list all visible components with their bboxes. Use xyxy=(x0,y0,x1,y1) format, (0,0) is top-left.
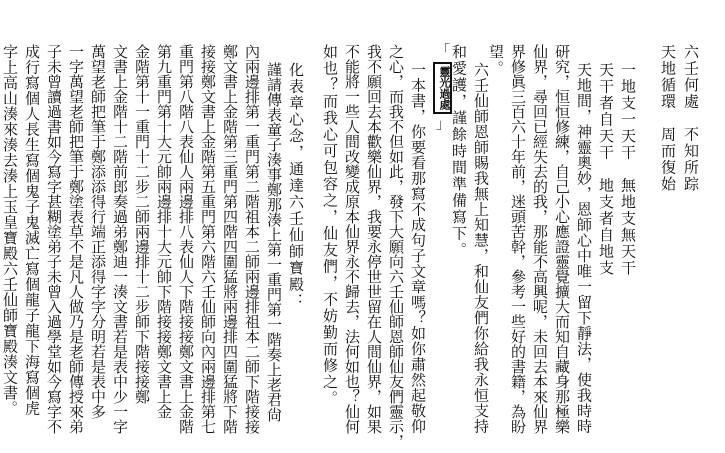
para4-line-6: 重門第八階八表仙人兩邊排八表仙人下階接接鄭文書上金階 xyxy=(177,44,195,434)
para4-line-9: 文書上金階十二階前郎奏過弟鄭迪一湊文書若是表中少一字 xyxy=(111,44,129,434)
para4-line-11: 一字萬望老師把筆于鄭塗表草不是凡人做乃是老師傳授來弟 xyxy=(67,44,85,434)
para4-line-5: 接接鄭文書上金階第五重門第六階六壬仙師向內兩邊排第七 xyxy=(199,44,217,434)
para4-line-14: 字上高山湊來湊去湊上玉皇寶殿六壬仙師寶殿湊文書。 xyxy=(1,44,19,416)
para1-line-1: 天地間，神靈奧妙，恩師心中唯一留下靜法，使我時時 xyxy=(575,62,593,434)
para4-line-7: 第九重門第十大元帥兩邊排十大元帥下階接接鄭文書上金 xyxy=(155,44,173,419)
para2-line-2: 和愛護，謹餘時間準備寫下。 xyxy=(450,44,468,259)
header-line-2: 天地循環 周而復始 xyxy=(659,44,677,193)
para4-line-1: 化表章心念，通達六壬仙師寶殿： xyxy=(287,62,305,310)
para3-line-2: 之心，而我不但如此，發下大願向六壬仙師恩師仙友們靈示， xyxy=(387,44,405,449)
para4-line-12: 子未曾讀過書如今寫字甚糊塗弟子未曾入過學堂如今寫字不 xyxy=(45,44,63,434)
para3-line-3: 我不願回去本歡樂仙界，我要永停世世留在人間仙界，如果 xyxy=(365,44,383,434)
para3-line-5: 如也？而我心可包容之，仙友們，不妨勤而修之。 xyxy=(321,44,339,407)
para3-line-1: 一本書，你要看那寫不成句子文章嗎？如你肅然起敬仰 xyxy=(409,62,427,434)
para4-line-4: 鄭文書上金階第三重門第四階四圍猛將兩邊排四圍猛將下階 xyxy=(221,44,239,434)
para4-line-2: 謹請傳表童子湊事鄭那湊上第一重門第一階奏上老君尙 xyxy=(265,62,283,422)
title-bracket-close: 」 xyxy=(436,117,450,133)
section-title: 靈光過處 xyxy=(433,62,452,114)
para4-line-10: 萬望老師把筆于鄭添添得行端正添得字字分明若是表中多 xyxy=(89,44,107,419)
para4-line-8: 金階第十一重門十二步二師兩邊排十二步師下階接接鄭 xyxy=(133,44,151,404)
para1-line-3: 仙界，尋回已經失去的我，那能不高興呢，未回去本來仙界 xyxy=(531,44,549,434)
para1-line-5: 望。 xyxy=(487,44,505,77)
title-bracket-open: 「 xyxy=(436,43,450,59)
para1-line-4: 界修眞三百六十年前，迷頭苦幹，參考一些好的書籍，為盼 xyxy=(509,44,527,434)
header-line-1: 六壬何處 不知所踪 xyxy=(682,44,700,193)
para2-line-1: 六壬仙師恩師賜我無上知慧，和仙友們你給我永恒支持 xyxy=(472,62,490,434)
para4-line-13: 成行寫個人長生寫個鬼子鬼滅亡寫個龍子龍下海寫個虎 xyxy=(23,44,41,416)
verse-line-1: 一地支一天干 無地支無天干 xyxy=(619,62,637,277)
verse-line-2: 天干者自天干 地支者自地支 xyxy=(597,62,615,277)
para1-line-2: 研究，恒恒修練，自己小心應證靈覺擴大而知自藏身那極樂 xyxy=(553,44,571,434)
para4-line-3: 內兩邊排第一重門第二階祖本二師兩邊排祖本二師下階接接 xyxy=(243,44,261,434)
para3-line-4: 不能將一些人間改變成原本仙界永不歸去，法何如也？仙何 xyxy=(343,44,361,434)
